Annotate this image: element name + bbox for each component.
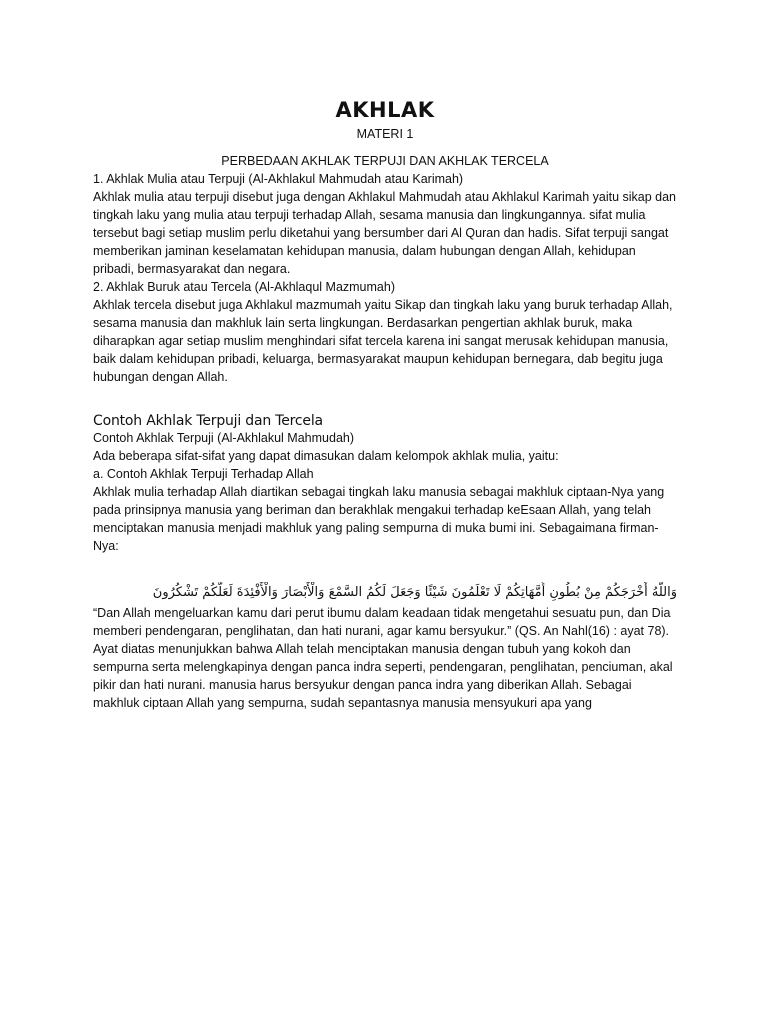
section3-heading: Contoh Akhlak Terpuji dan Tercela bbox=[93, 413, 323, 429]
document-title: AKHLAK bbox=[335, 98, 435, 122]
document-content bbox=[93, 98, 677, 712]
section1-heading: 1. Akhlak Mulia atau Terpuji (Al-Akhlakul Mahmudah atau Karimah) bbox=[93, 172, 464, 186]
section3-item-a: a. Contoh Akhlak Terpuji Terhadap Allah bbox=[93, 467, 314, 481]
material-label: MATERI 1 bbox=[356, 127, 414, 141]
section2-heading: 2. Akhlak Buruk atau Tercela (Al-Akhlaqul Mazmumah) bbox=[93, 280, 395, 294]
section3-subheading: Contoh Akhlak Terpuji (Al-Akhlakul Mahmudah) bbox=[93, 431, 355, 445]
section2-paragraph: Akhlak tercela disebut juga Akhlakul mazmumah yaitu Sikap dan tingkah laku yang buruk terhadap Allah, sesama manusia dan makhluk lain serta lingkungan. Berdasarkan pengertian akhlak buruk, maka diharapkan agar setiap muslim menghindari sifat tercela karena ini sangat merusak kehidupan manusia, baik dalam kehidupan pribadi, keluarga, bermasyarakat maupun kehidupan bernegara, dab begitu juga hubungan dengan Allah. bbox=[93, 298, 673, 384]
arabic-verse: وَاللَّهُ أَخْرَجَكُمْ مِنْ بُطُونِ أُمَّهَاتِكُمْ لَا تَعْلَمُونَ شَيْئًا وَجَعَلَ لَكُمُ السَّمْعَ وَالْأَبْصَارَ وَالْأَفْئِدَةَ لَعَلَّكُمْ تَشْكُرُونَ bbox=[152, 585, 677, 600]
section3-item-a-paragraph: Akhlak mulia terhadap Allah diartikan sebagai tingkah laku manusia sebagai makhluk ciptaan-Nya yang pada prinsipnya manusia yang beriman dan berakhlak mengakui terhadap keEsaan Allah, yang telah menciptakan manusia menjadi makhluk yang paling sempurna di muka bumi ini. Sebagaimana firman-Nya: bbox=[93, 485, 665, 553]
section1-paragraph: Akhlak mulia atau terpuji disebut juga dengan Akhlakul Mahmudah atau Akhlakul Karimah yaitu sikap dan tingkah laku yang mulia atau terpuji terhadap Allah, sesama manusia dan lingkungannya. sifat mulia tersebut bagi setiap muslim perlu diketahui yang bersumber dari Al Quran dan hadis. Sifat terpuji sangat memberikan jaminan keselamatan kehidupan manusia, dalam hubungan dengan Allah, kehidupan pribadi, bermasyarakat dan negara. bbox=[93, 190, 677, 276]
document-subtitle: PERBEDAAN AKHLAK TERPUJI DAN AKHLAK TERCELA bbox=[221, 154, 549, 168]
verse-translation: “Dan Allah mengeluarkan kamu dari perut ibumu dalam keadaan tidak mengetahui sesuatu pun, dan Dia memberi pendengaran, penglihatan, dan hati nurani, agar kamu bersyukur.” (QS. An Nahl(16) : ayat 78). bbox=[93, 606, 671, 638]
closing-paragraph: Ayat diatas menunjukkan bahwa Allah telah menciptakan manusia dengan tubuh yang kokoh dan sempurna serta melengkapinya dengan panca indra seperti, pendengaran, penglihatan, penciuman, akal pikir dan hati nurani. manusia harus bersyukur dengan panca indra yang diberikan Allah. Sebagai makhluk ciptaan Allah yang sempurna, sudah sepantasnya manusia mensyukuri apa yang bbox=[93, 642, 673, 710]
section3-intro: Ada beberapa sifat-sifat yang dapat dimasukan dalam kelompok akhlak mulia, yaitu: bbox=[93, 449, 559, 463]
